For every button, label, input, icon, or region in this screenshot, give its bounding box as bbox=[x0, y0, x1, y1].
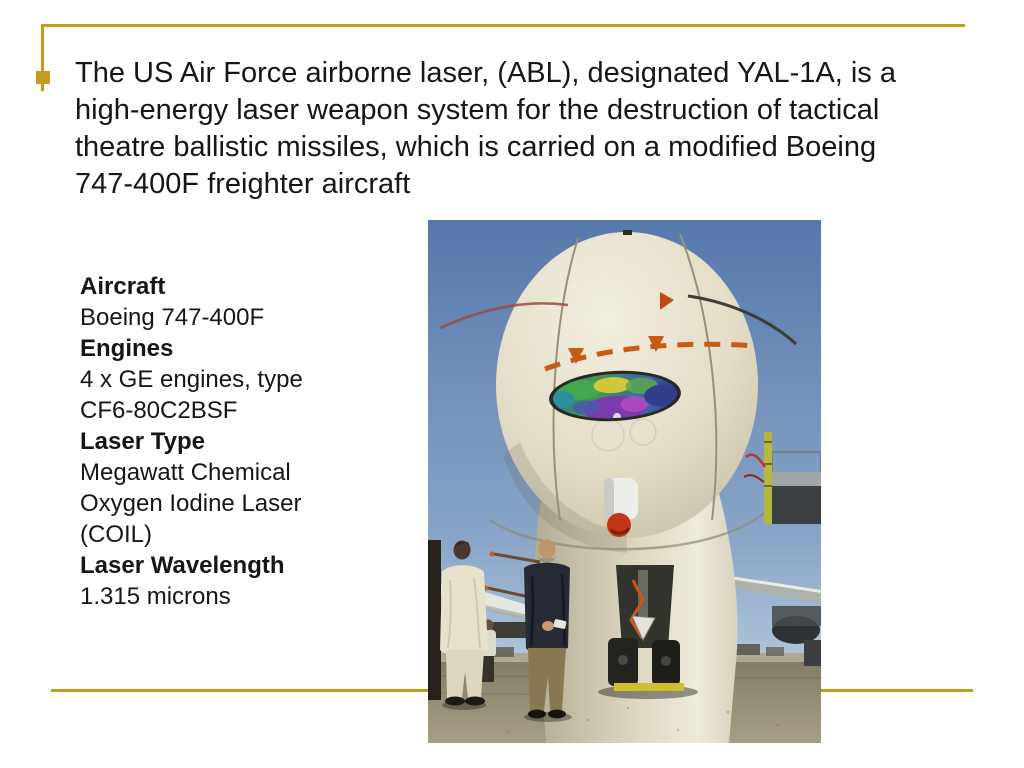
paragraph-line: 747-400F freighter aircraft bbox=[75, 168, 411, 200]
spec-value: CF6-80C2BSF bbox=[80, 397, 238, 424]
spec-label: Aircraft bbox=[80, 273, 166, 300]
paragraph-line: theatre ballistic missiles, which is carried on a modified Boeing bbox=[75, 131, 877, 163]
intro-paragraph bbox=[75, 55, 896, 203]
specs-list bbox=[80, 271, 303, 612]
spec-label: Laser Wavelength bbox=[80, 552, 285, 579]
spec-value: (COIL) bbox=[80, 521, 152, 548]
spec-value: 4 x GE engines, type bbox=[80, 366, 303, 393]
spec-label: Laser Type bbox=[80, 428, 205, 455]
top-accent-line bbox=[43, 24, 965, 27]
abl-747-photo-svg bbox=[428, 220, 821, 743]
spec-label: Engines bbox=[80, 335, 174, 362]
bullet-marker bbox=[36, 71, 50, 84]
spec-value: 1.315 microns bbox=[80, 583, 231, 610]
abl-747-photo bbox=[428, 220, 821, 743]
paragraph-line: The US Air Force airborne laser, (ABL), designated YAL-1A, is a bbox=[75, 57, 896, 89]
paragraph-line: high-energy laser weapon system for the destruction of tactical bbox=[75, 94, 880, 126]
spec-value: Megawatt Chemical bbox=[80, 459, 291, 486]
wheel-chock bbox=[614, 683, 684, 691]
partial-figure bbox=[428, 540, 441, 700]
spec-value: Oxygen Iodine Laser bbox=[80, 490, 302, 517]
spec-value: Boeing 747-400F bbox=[80, 304, 265, 331]
